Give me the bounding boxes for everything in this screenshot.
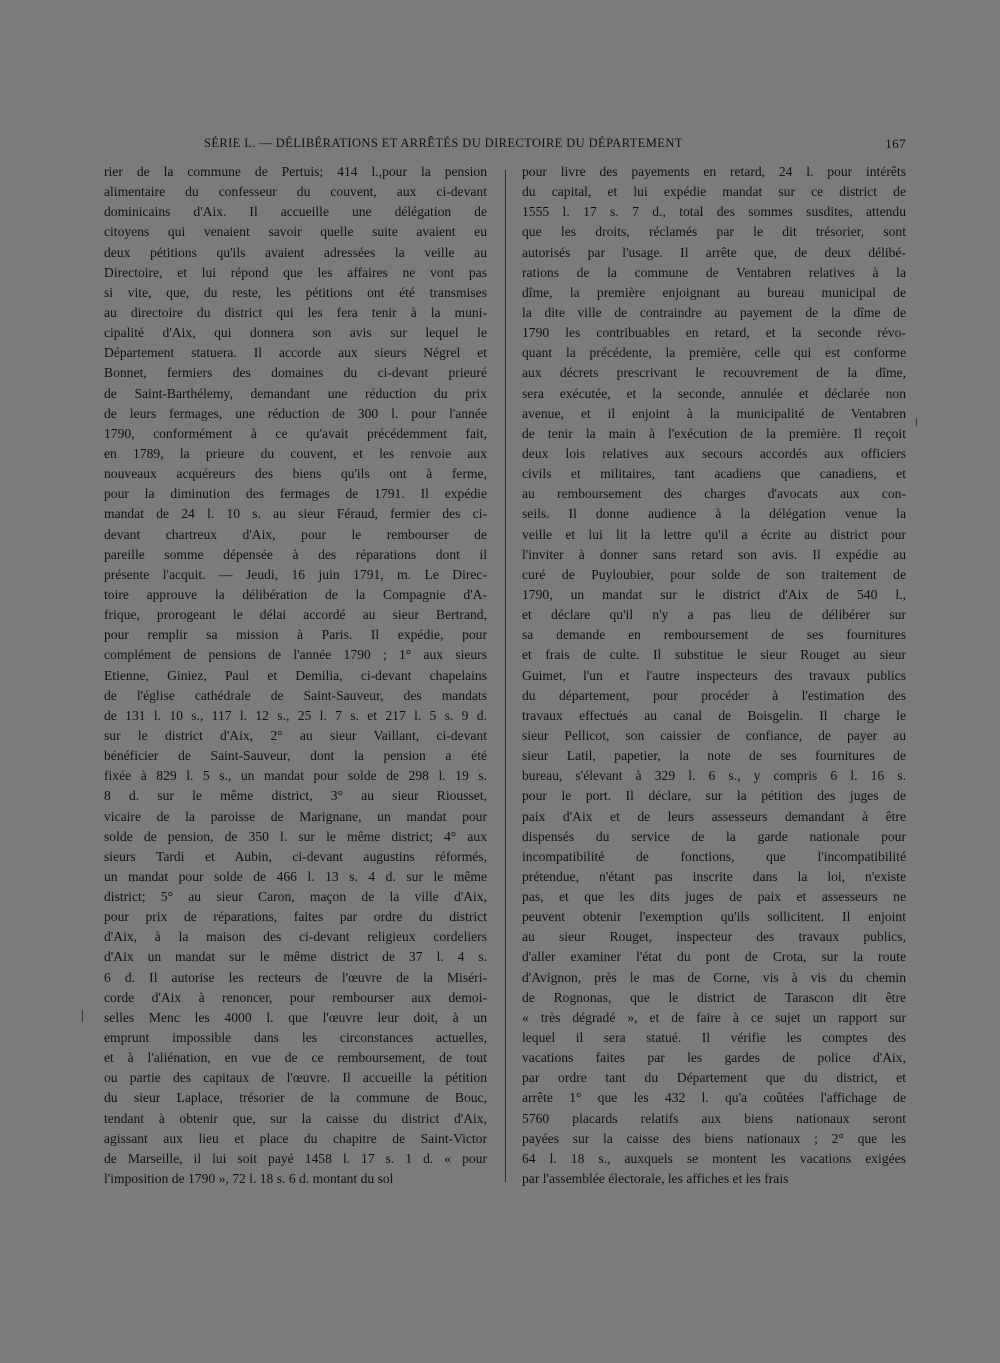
text-line: emprunt impossible dans les circonstances actuelles, xyxy=(104,1030,487,1046)
text-line: deux pétitions qu'ils avaient adressées la veille au xyxy=(104,244,487,260)
text-line: incompatibilité de fonctions, que l'incompatibilité xyxy=(522,848,906,864)
text-line: sera exécutée, et la seconde, annulée et déclarée non xyxy=(522,385,906,401)
text-line: vicaire de la paroisse de Marignane, un mandat pour xyxy=(104,808,487,824)
text-line: curé de Puyloubier, pour solde de son traitement de xyxy=(522,566,906,582)
text-line: au directoire du district qui les fera tenir à la muni- xyxy=(104,304,487,320)
text-line: fixée à 829 l. 5 s., un mandat pour solde de 298 l. 19 s. xyxy=(104,768,487,784)
text-line: pour livre des payements en retard, 24 l. pour intérêts xyxy=(522,164,906,179)
text-line: Guimet, l'un et l'autre inspecteurs des travaux publics xyxy=(522,667,906,683)
text-line: l'inviter à donner sans retard son avis. Il expédie au xyxy=(522,546,906,562)
text-line: d'Aix, à la maison des ci-devant religieux cordeliers xyxy=(104,929,487,945)
column-divider xyxy=(505,170,506,1182)
text-line: aux décrets prescrivant le recouvrement de la dîme, xyxy=(522,365,906,381)
text-line: bureau, s'élevant à 329 l. 6 s., y compris 6 l. 16 s. xyxy=(522,768,906,784)
text-line: l'imposition de 1790 », 72 l. 18 s. 6 d. montant du sol xyxy=(104,1171,394,1187)
text-line: que les droits, réclamés par le dit trésorier, sont xyxy=(522,224,906,240)
text-line: par ordre tant du Département que du district, et xyxy=(522,1070,906,1086)
text-line: d'Avignon, près le mas de Corne, vis à vis du chemin xyxy=(522,969,906,985)
text-line: Directoire, et lui répond que les affaires ne vont pas xyxy=(104,264,487,280)
text-line: autorisés par l'usage. Il arrête que, de deux délibé- xyxy=(522,244,906,260)
text-line: bénéficier de Saint-Sauveur, dont la pension a été xyxy=(104,748,487,764)
text-line: arrête 1° que les 432 l. qu'a coûtées l'affichage de xyxy=(522,1090,906,1106)
text-line: 64 l. 18 s., auxquels se montent les vacations exigées xyxy=(522,1150,906,1166)
text-line: alimentaire du confesseur du couvent, aux ci-devant xyxy=(104,184,487,200)
text-line: paix d'Aix et de leurs assesseurs demandant à être xyxy=(522,808,906,824)
text-line: par l'assemblée électorale, les affiches et les frais xyxy=(522,1171,789,1187)
text-line: et frais de culte. Il substitue le sieur Rouget au sieur xyxy=(522,647,906,663)
text-line: payées sur la caisse des biens nationaux ; 2° que les xyxy=(522,1130,906,1146)
text-line: dîme, la première enjoignant au bureau municipal de xyxy=(522,284,906,300)
text-line: de l'église cathédrale de Saint-Sauveur, des mandats xyxy=(104,687,487,703)
left-text-column xyxy=(104,162,487,1189)
text-line: 8 d. sur le même district, 3° au sieur Riousset, xyxy=(104,788,487,804)
text-line: sieur Pellicot, son caissier de confiance, de payer au xyxy=(522,727,906,743)
text-line: au sieur Rouget, inspecteur des travaux publics, xyxy=(522,929,906,945)
text-line: du capital, et lui expédie mandat sur ce district de xyxy=(522,184,906,200)
text-line: sa demande en remboursement de ses fournitures xyxy=(522,627,906,643)
text-line: dispensés du service de la garde nationale pour xyxy=(522,828,906,844)
text-line: 1790, un mandat sur le district d'Aix de 540 l., xyxy=(522,586,906,602)
text-line: vacations faites par les gardes de police d'Aix, xyxy=(522,1050,906,1066)
text-line: deux lois relatives aux secours accordés aux officiers xyxy=(522,445,906,461)
text-line: présente l'acquit. — Jeudi, 16 juin 1791, m. Le Direc- xyxy=(104,566,487,582)
text-line: Etienne, Giniez, Paul et Demilia, ci-devant chapelains xyxy=(104,667,487,683)
text-line: ou partie des capitaux de l'œuvre. Il accueille la pétition xyxy=(104,1070,487,1086)
text-line: pour la diminution des fermages de 1791. Il expédie xyxy=(104,486,487,502)
text-line: selles Menc les 4000 l. que l'œuvre leur doit, à un xyxy=(104,1009,487,1025)
text-line: district; 5° au sieur Caron, maçon de la ville d'Aix, xyxy=(104,889,487,905)
margin-mark xyxy=(916,418,917,426)
text-line: nouveaux acquéreurs des biens qu'ils ont à ferme, xyxy=(104,466,487,482)
text-line: corde d'Aix à renoncer, pour rembourser aux demoi- xyxy=(104,989,487,1005)
text-line: de 131 l. 10 s., 117 l. 12 s., 25 l. 7 s. et 217 l. 5 s. 9 d. xyxy=(104,707,487,723)
text-line: cipalité d'Aix, qui donnera son avis sur lequel le xyxy=(104,325,487,341)
text-line: civils et militaires, tant acadiens que canadiens, et xyxy=(522,466,906,482)
text-line: rations de la commune de Ventabren relatives à la xyxy=(522,264,906,280)
text-line: frique, prorogeant le délai accordé au sieur Bertrand, xyxy=(104,607,487,623)
text-line: d'aller examiner l'état du pont de Crota, sur la route xyxy=(522,949,906,965)
text-line: de tenir la main à l'exécution de la première. Il reçoit xyxy=(522,425,906,441)
text-line: 1790 les contribuables en retard, et la seconde révo- xyxy=(522,325,906,341)
text-line: prétendue, n'étant pas inscrite dans la loi, n'existe xyxy=(522,868,906,884)
text-line: pas, et que les dits juges de paix et assesseurs ne xyxy=(522,889,906,905)
text-line: seils. Il donne audience à la délégation venue la xyxy=(522,506,906,522)
text-line: lequel il sera statué. Il vérifie les comptes des xyxy=(522,1030,906,1046)
text-line: de Rognonas, que le district de Tarascon dit être xyxy=(522,989,906,1005)
text-line: citoyens qui venaient savoir quelle suite avaient eu xyxy=(104,224,487,240)
text-line: rier de la commune de Pertuis; 414 l.,pour la pension xyxy=(104,164,487,179)
right-text-column xyxy=(522,162,906,1189)
text-line: si vite, que, du reste, les pétitions ont été transmises xyxy=(104,284,487,300)
text-line: 6 d. Il autorise les recteurs de l'œuvre de la Miséri- xyxy=(104,969,487,985)
text-line: et à l'aliénation, en vue de ce remboursement, de tout xyxy=(104,1050,487,1066)
text-line: quant la précédente, la première, celle qui est conforme xyxy=(522,345,906,361)
text-line: travaux effectués au canal de Boisgelin. Il charge le xyxy=(522,707,906,723)
text-line: un mandat pour solde de 466 l. 13 s. 4 d. sur le même xyxy=(104,868,487,884)
text-line: agissant aux lieu et place du chapitre de Saint-Victor xyxy=(104,1130,487,1146)
text-line: pareille somme dépensée à des réparations dont il xyxy=(104,546,487,562)
text-line: Bonnet, fermiers des domaines du ci-devant prieuré xyxy=(104,365,487,381)
text-line: avenue, et il enjoint à la municipalité de Ventabren xyxy=(522,405,906,421)
text-line: en 1789, la prieure du couvent, et les renvoie aux xyxy=(104,445,487,461)
text-line: peuvent obtenir l'exemption qu'ils sollicitent. Il enjoint xyxy=(522,909,906,925)
text-line: Département statuera. Il accorde aux sieurs Négrel et xyxy=(104,345,487,361)
text-line: tendant à obtenir que, sur la caisse du district d'Aix, xyxy=(104,1110,487,1126)
text-line: et déclare qu'il n'y a pas lieu de délibérer sur xyxy=(522,607,906,623)
text-line: complément de pensions de l'année 1790 ; 1° aux sieurs xyxy=(104,647,487,663)
text-line: solde de pension, de 350 l. sur le même district; 4° aux xyxy=(104,828,487,844)
text-line: sieurs Tardi et Aubin, ci-devant augustins réformés, xyxy=(104,848,487,864)
text-line: toire approuve la délibération de la Compagnie d'A- xyxy=(104,586,487,602)
text-line: pour le port. Il déclare, sur la pétition des juges de xyxy=(522,788,906,804)
text-line: au remboursement des charges d'avocats aux con- xyxy=(522,486,906,502)
text-line: la dite ville de contraindre au payement de la dîme de xyxy=(522,304,906,320)
text-line: devant chartreux d'Aix, pour le rembourser de xyxy=(104,526,487,542)
text-line: pour prix de réparations, faites par ordre du district xyxy=(104,909,487,925)
text-line: 1790, conformément à ce qu'avait précédemment fait, xyxy=(104,425,487,441)
text-line: 1555 l. 17 s. 7 d., total des sommes susdites, attendu xyxy=(522,204,906,220)
text-line: sur le district d'Aix, 2° au sieur Vaillant, ci-devant xyxy=(104,727,487,743)
text-line: de Saint-Barthélemy, demandant une réduction du prix xyxy=(104,385,487,401)
text-line: mandat de 24 l. 10 s. au sieur Féraud, fermier des ci- xyxy=(104,506,487,522)
text-line: dominicains d'Aix. Il accueille une délégation de xyxy=(104,204,487,220)
text-line: pour remplir sa mission à Paris. Il expédie, pour xyxy=(104,627,487,643)
page-number: 167 xyxy=(885,136,906,151)
text-line: veille et lui lit la lettre qu'il a écrite au district pour xyxy=(522,526,906,542)
text-line: de leurs fermages, une réduction de 300 l. pour l'année xyxy=(104,405,487,421)
text-line: 5760 placards relatifs aux biens nationaux seront xyxy=(522,1110,906,1126)
text-line: du département, pour procéder à l'estimation des xyxy=(522,687,906,703)
text-line: de Marseille, il lui soit payé 1458 l. 17 s. 1 d. « pour xyxy=(104,1150,487,1166)
header-title: SÉRIE L. — DÉLIBÉRATIONS ET ARRÊTÉS DU DIRECTOIRE DU DÉPARTEMENT xyxy=(204,136,683,150)
margin-mark xyxy=(82,1010,83,1022)
text-line: du sieur Laplace, trésorier de la commune de Bouc, xyxy=(104,1090,487,1106)
text-line: sieur Latil, papetier, la note de ses fournitures de xyxy=(522,748,906,764)
text-line: d'Aix un mandat sur le même district de 37 l. 4 s. xyxy=(104,949,487,965)
running-header xyxy=(96,136,916,158)
text-line: « très dégradé », et de faire à ce sujet un rapport sur xyxy=(522,1009,906,1025)
